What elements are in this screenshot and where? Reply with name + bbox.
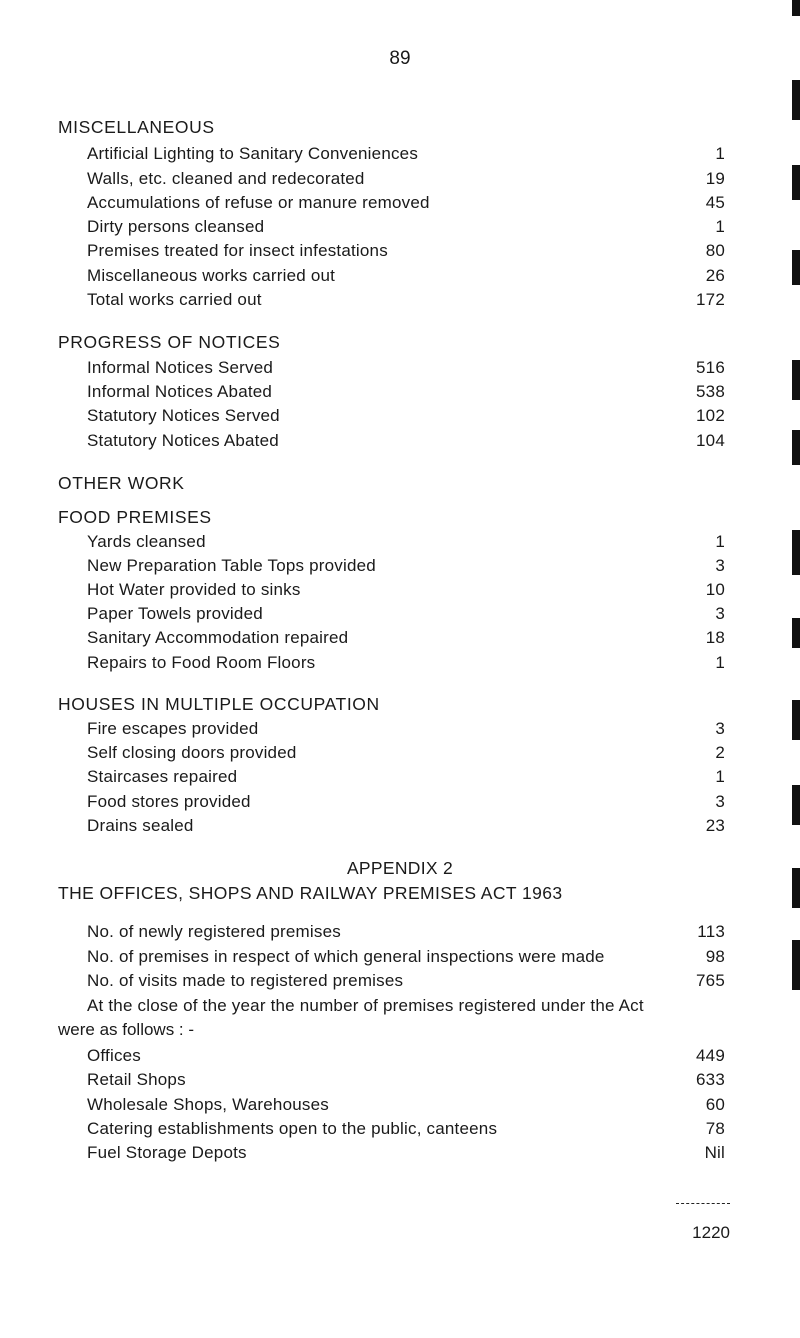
appendix-title: APPENDIX 2 <box>346 858 454 878</box>
section-heading-notices: PROGRESS OF NOTICES <box>58 332 281 352</box>
row-label: Dirty persons cleansed <box>87 217 265 236</box>
page-number: 89 <box>389 48 411 69</box>
row-value: 104 <box>696 431 725 450</box>
row-label: New Preparation Table Tops provided <box>87 556 376 575</box>
misc-row <box>87 217 725 241</box>
notices-row <box>87 406 725 430</box>
hmo-row <box>87 767 725 791</box>
scan-edge-mark <box>792 940 800 990</box>
row-label: Paper Towels provided <box>87 604 263 623</box>
scan-edge-mark <box>792 80 800 120</box>
food-row <box>87 604 725 628</box>
row-label: Offices <box>87 1046 141 1065</box>
row-value: 78 <box>705 1119 725 1138</box>
row-value: 113 <box>697 922 725 941</box>
row-value: 1 <box>715 532 725 551</box>
row-label: Food stores provided <box>87 792 251 811</box>
row-value: 80 <box>705 241 725 260</box>
scan-edge-mark <box>792 868 800 908</box>
row-value: 19 <box>705 169 725 188</box>
scan-edge-mark <box>792 360 800 400</box>
food-row <box>87 556 725 580</box>
row-value: 18 <box>705 628 725 647</box>
misc-row-total <box>87 290 725 314</box>
notices-row <box>87 358 725 382</box>
row-value: 516 <box>696 358 725 377</box>
registered-row <box>87 1046 725 1070</box>
appendix-stat-row <box>87 947 725 971</box>
row-value: 449 <box>696 1046 725 1065</box>
misc-row <box>87 241 725 265</box>
row-label: No. of newly registered premises <box>87 922 341 941</box>
row-value: 1 <box>715 653 725 672</box>
row-label: Informal Notices Abated <box>87 382 273 401</box>
section-heading-other-work: OTHER WORK <box>58 473 185 493</box>
row-value: 172 <box>696 290 725 309</box>
food-row <box>87 628 725 652</box>
row-value: 98 <box>705 947 725 966</box>
section-heading-food-premises: FOOD PREMISES <box>58 507 212 527</box>
row-label: Walls, etc. cleaned and redecorated <box>87 169 365 188</box>
misc-row <box>87 169 725 193</box>
hmo-row <box>87 743 725 767</box>
hmo-row <box>87 816 725 840</box>
scan-edge-mark <box>792 618 800 648</box>
row-label: Self closing doors provided <box>87 743 297 762</box>
row-label: Fuel Storage Depots <box>87 1143 247 1162</box>
row-label: No. of visits made to registered premises <box>87 971 404 990</box>
notices-row <box>87 431 725 455</box>
scan-edge-mark <box>792 785 800 825</box>
row-label: Informal Notices Served <box>87 358 274 377</box>
registered-row <box>87 1070 725 1094</box>
row-label: Yards cleansed <box>87 532 206 551</box>
scan-edge-mark <box>792 165 800 200</box>
row-value: 102 <box>696 406 725 425</box>
misc-row <box>87 193 725 217</box>
section-heading-miscellaneous: MISCELLANEOUS <box>58 117 215 137</box>
row-label: Statutory Notices Served <box>87 406 280 425</box>
misc-row <box>87 144 725 168</box>
row-value: 538 <box>696 382 725 401</box>
row-label: Sanitary Accommodation repaired <box>87 628 349 647</box>
row-value: 23 <box>705 816 725 835</box>
row-label: No. of premises in respect of which general inspections were made <box>87 947 605 966</box>
scan-edge-mark <box>792 0 800 16</box>
row-label: Artificial Lighting to Sanitary Conveniences <box>87 144 419 163</box>
row-value: 3 <box>715 719 725 738</box>
scan-edge-mark <box>792 530 800 575</box>
row-value: 1 <box>715 144 725 163</box>
registered-total: 1220 <box>692 1223 730 1242</box>
row-label: Wholesale Shops, Warehouses <box>87 1095 329 1114</box>
row-label: Total works carried out <box>87 290 262 309</box>
row-label: Fire escapes provided <box>87 719 259 738</box>
registered-row <box>87 1119 725 1143</box>
row-value: 3 <box>715 792 725 811</box>
row-label: Miscellaneous works carried out <box>87 266 336 285</box>
paragraph-line: At the close of the year the number of premises registered under the Act <box>87 996 644 1015</box>
row-label: Retail Shops <box>87 1070 186 1089</box>
row-value: 765 <box>696 971 725 990</box>
row-value: 10 <box>705 580 725 599</box>
row-value: 26 <box>705 266 725 285</box>
misc-row <box>87 266 725 290</box>
appendix-stat-row <box>87 922 725 946</box>
food-row <box>87 532 725 556</box>
paragraph-line: were as follows : - <box>58 1020 195 1039</box>
row-label: Catering establishments open to the public, canteens <box>87 1119 498 1138</box>
row-value: 1 <box>715 217 725 236</box>
row-value: 3 <box>715 556 725 575</box>
food-row <box>87 653 725 677</box>
row-label: Statutory Notices Abated <box>87 431 279 450</box>
hmo-row <box>87 792 725 816</box>
act-title: THE OFFICES, SHOPS AND RAILWAY PREMISES ACT 1963 <box>58 883 563 903</box>
row-label: Repairs to Food Room Floors <box>87 653 316 672</box>
registered-row <box>87 1095 725 1119</box>
notices-row <box>87 382 725 406</box>
hmo-row <box>87 719 725 743</box>
row-value: 633 <box>696 1070 725 1089</box>
row-label: Hot Water provided to sinks <box>87 580 301 599</box>
registered-row <box>87 1143 725 1167</box>
scan-edge-mark <box>792 250 800 285</box>
row-label: Staircases repaired <box>87 767 238 786</box>
row-value: 1 <box>715 767 725 786</box>
scan-edge-mark <box>792 430 800 465</box>
row-value: 3 <box>715 604 725 623</box>
row-value: 2 <box>715 743 725 762</box>
row-label: Accumulations of refuse or manure removed <box>87 193 430 212</box>
food-row <box>87 580 725 604</box>
scan-edge-mark <box>792 700 800 740</box>
row-value: 45 <box>705 193 725 212</box>
total-rule <box>676 1203 730 1204</box>
row-value: Nil <box>704 1143 725 1162</box>
row-value: 60 <box>705 1095 725 1114</box>
row-label: Premises treated for insect infestations <box>87 241 388 260</box>
section-heading-hmo: HOUSES IN MULTIPLE OCCUPATION <box>58 694 380 714</box>
row-label: Drains sealed <box>87 816 194 835</box>
appendix-stat-row <box>87 971 725 995</box>
